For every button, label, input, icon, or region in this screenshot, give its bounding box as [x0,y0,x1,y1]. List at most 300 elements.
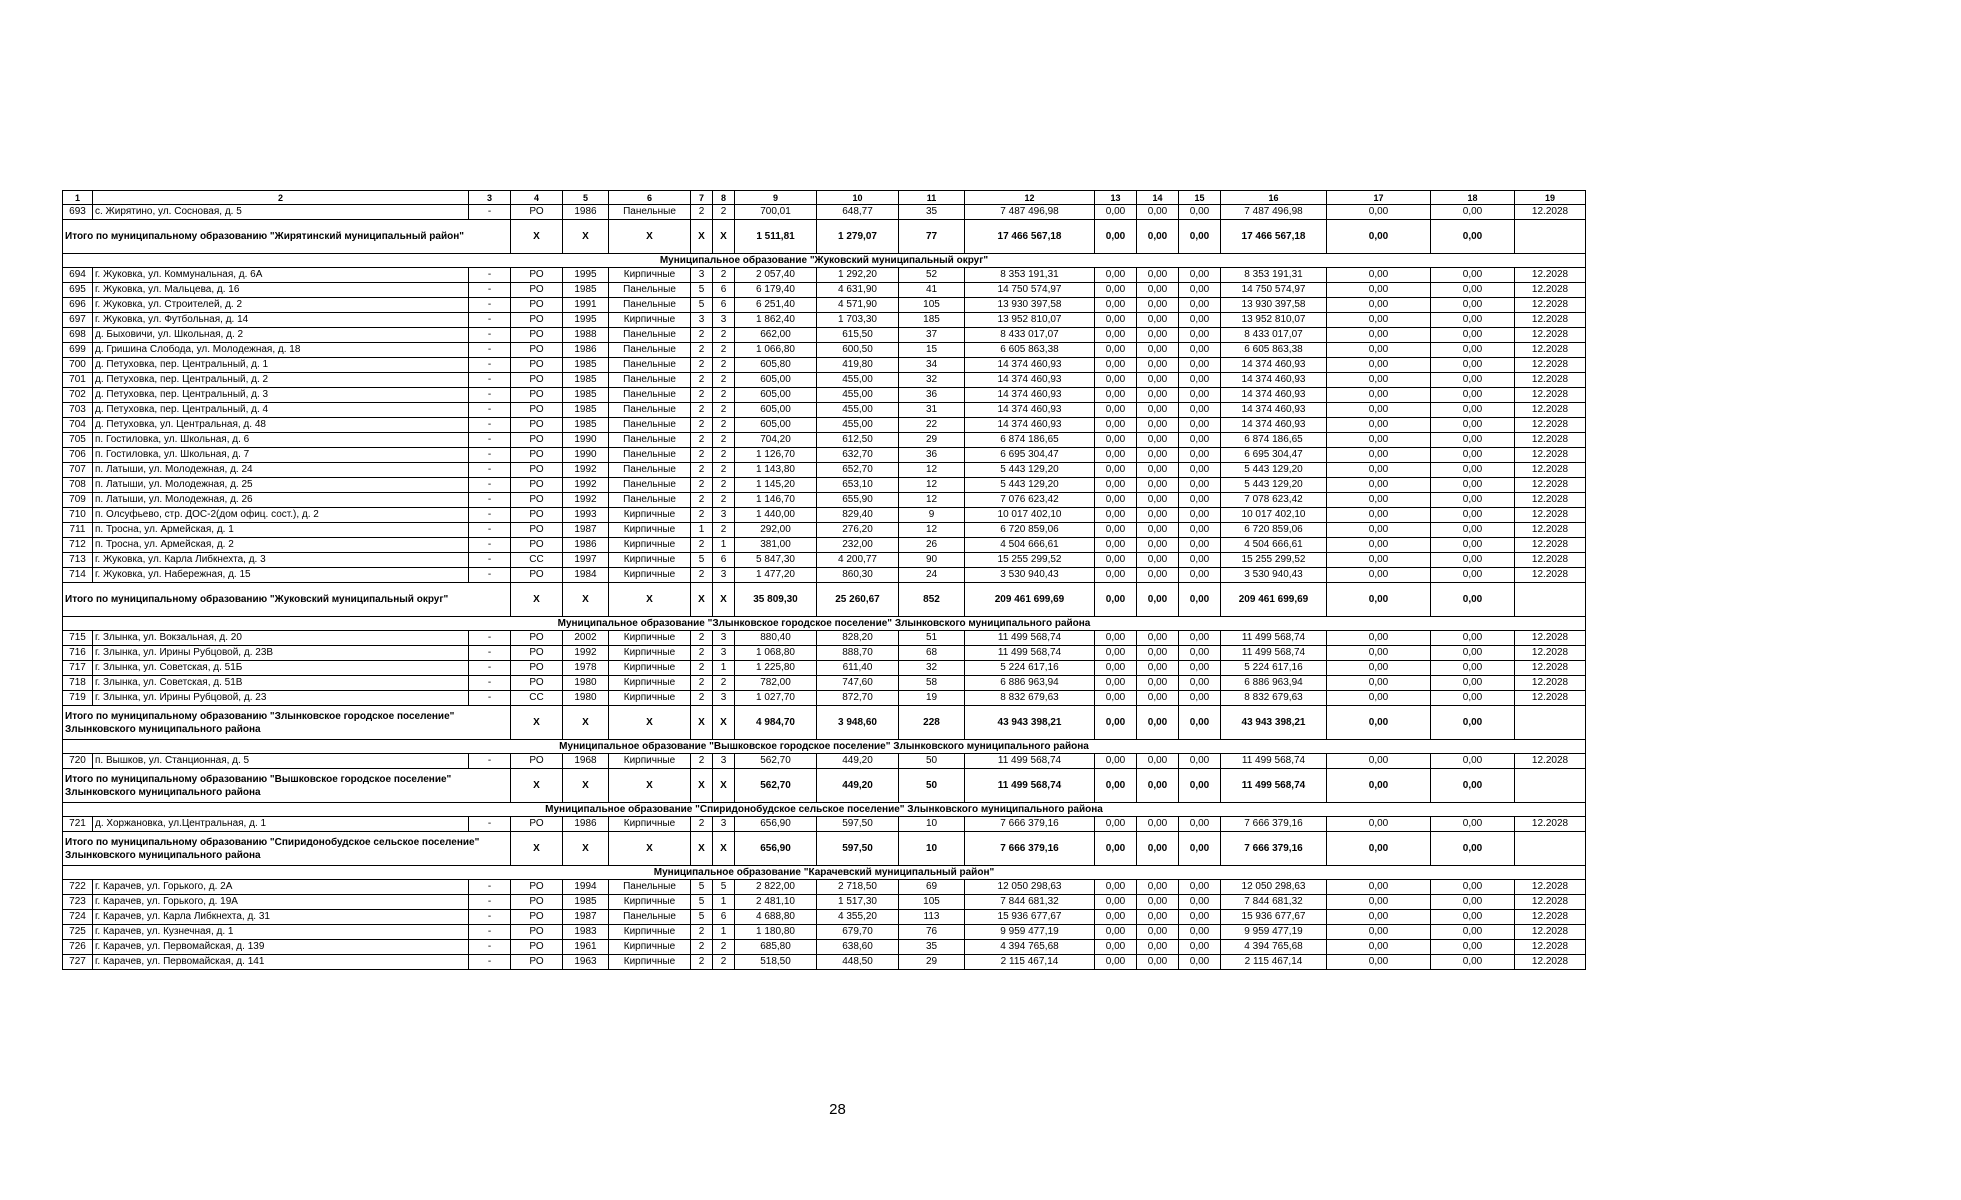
total-cell: 3 948,60 [817,706,899,740]
table-cell: 1961 [563,940,609,955]
table-cell: 1 [713,538,735,553]
table-cell: 41 [899,283,965,298]
table-cell: 0,00 [1179,661,1221,676]
table-row [63,955,1586,970]
total-cell: 228 [899,706,965,740]
table-cell: 605,00 [735,403,817,418]
total-cell: 0,00 [1137,220,1179,254]
total-cell: 35 809,30 [735,583,817,617]
table-cell: 0,00 [1327,955,1431,970]
table-cell: - [469,418,511,433]
table-cell: 1 [713,925,735,940]
table-cell: 2 [713,328,735,343]
table-cell: 2 718,50 [817,880,899,895]
table-cell: 5 224 617,16 [965,661,1095,676]
table-row [63,817,1586,832]
table-cell: 2 [691,661,713,676]
table-cell: 0,00 [1179,298,1221,313]
table-cell: 2 [713,523,735,538]
section-title: Муниципальное образование "Карачевский муниципальный район" [63,866,1586,880]
table-cell: РО [511,925,563,940]
address-cell: п. Латыши, ул. Молодежная, д. 26 [93,493,469,508]
total-cell: X [609,583,691,617]
table-row [63,313,1586,328]
table-cell: 1994 [563,880,609,895]
column-number: 11 [899,191,965,205]
table-cell: 611,40 [817,661,899,676]
table-cell: 0,00 [1095,955,1137,970]
table-cell: 68 [899,646,965,661]
table-cell: 3 [713,691,735,706]
table-cell: 0,00 [1179,754,1221,769]
total-cell: X [563,583,609,617]
table-cell: 872,70 [817,691,899,706]
table-cell: Кирпичные [609,955,691,970]
address-cell: г. Жуковка, ул. Коммунальная, д. 6А [93,268,469,283]
table-cell: Кирпичные [609,817,691,832]
total-cell: X [563,832,609,866]
table-cell: 5 443 129,20 [965,463,1095,478]
table-cell: 1997 [563,553,609,568]
table-cell: 5 224 617,16 [1221,661,1327,676]
address-cell: г. Карачев, ул. Горького, д. 19А [93,895,469,910]
table-cell: - [469,508,511,523]
column-number: 1 [63,191,93,205]
total-cell: X [691,583,713,617]
table-cell: РО [511,661,563,676]
address-cell: с. Жирятино, ул. Сосновая, д. 5 [93,205,469,220]
table-cell: 455,00 [817,373,899,388]
table-cell: 0,00 [1179,691,1221,706]
row-number-cell: 702 [63,388,93,403]
table-cell: 2 [691,433,713,448]
total-cell: X [563,220,609,254]
table-cell: 0,00 [1327,373,1431,388]
table-cell: - [469,463,511,478]
table-cell: 12.2028 [1515,508,1586,523]
table-cell: 12.2028 [1515,676,1586,691]
table-cell: 1 143,80 [735,463,817,478]
table-cell: 518,50 [735,955,817,970]
address-cell: г. Карачев, ул. Первомайская, д. 139 [93,940,469,955]
table-cell: РО [511,895,563,910]
table-cell: 31 [899,403,965,418]
table-cell: 0,00 [1431,880,1515,895]
row-number-cell: 695 [63,283,93,298]
column-number: 6 [609,191,691,205]
table-cell: 0,00 [1137,493,1179,508]
table-row [63,373,1586,388]
table-cell: 0,00 [1327,418,1431,433]
total-cell: X [691,769,713,803]
table-cell: 860,30 [817,568,899,583]
table-cell: 0,00 [1179,910,1221,925]
table-cell: РО [511,631,563,646]
address-cell: д. Петуховка, пер. Центральный, д. 4 [93,403,469,418]
row-number-cell: 725 [63,925,93,940]
table-cell: 0,00 [1327,691,1431,706]
total-row [63,769,1586,803]
table-cell: 3 [713,631,735,646]
table-cell: 2 [691,358,713,373]
row-number-cell: 713 [63,553,93,568]
table-cell: 0,00 [1095,328,1137,343]
row-number-cell: 711 [63,523,93,538]
table-cell: 5 [691,910,713,925]
table-cell: 597,50 [817,817,899,832]
table-cell: 2 [691,691,713,706]
table-cell: Панельные [609,478,691,493]
table-cell: 8 832 679,63 [1221,691,1327,706]
table-cell: Кирпичные [609,523,691,538]
table-cell: 0,00 [1327,568,1431,583]
table-cell: 0,00 [1137,676,1179,691]
table-cell: 5 443 129,20 [965,478,1095,493]
table-cell: РО [511,205,563,220]
table-cell: 14 750 574,97 [965,283,1095,298]
table-cell: 0,00 [1327,538,1431,553]
address-cell: г. Карачев, ул. Кузнечная, д. 1 [93,925,469,940]
table-cell: Кирпичные [609,553,691,568]
total-cell: 0,00 [1179,220,1221,254]
table-cell: РО [511,313,563,328]
table-cell: 37 [899,328,965,343]
address-cell: п. Гостиловка, ул. Школьная, д. 6 [93,433,469,448]
table-cell: Кирпичные [609,268,691,283]
table-cell: 292,00 [735,523,817,538]
table-cell: - [469,817,511,832]
table-cell: 0,00 [1179,568,1221,583]
table-cell: 2 115 467,14 [1221,955,1327,970]
table-cell: 32 [899,373,965,388]
total-cell: 0,00 [1327,832,1431,866]
table-cell: 15 [899,343,965,358]
table-cell: 2 [713,358,735,373]
column-number: 4 [511,191,563,205]
total-cell: 0,00 [1327,220,1431,254]
total-cell [1515,832,1586,866]
table-cell: 12.2028 [1515,661,1586,676]
table-cell: 1986 [563,343,609,358]
table-cell: 0,00 [1095,880,1137,895]
table-cell: 8 433 017,07 [1221,328,1327,343]
table-cell: 14 374 460,93 [1221,358,1327,373]
table-cell: 655,90 [817,493,899,508]
table-cell: 4 571,90 [817,298,899,313]
row-number-cell: 704 [63,418,93,433]
total-cell: 17 466 567,18 [965,220,1095,254]
table-cell: 0,00 [1137,313,1179,328]
table-cell: 4 631,90 [817,283,899,298]
table-cell: 6 695 304,47 [965,448,1095,463]
table-cell: 0,00 [1095,523,1137,538]
table-cell: 0,00 [1327,895,1431,910]
table-cell: 1 [691,523,713,538]
table-cell: - [469,568,511,583]
table-cell: 24 [899,568,965,583]
table-cell: 449,20 [817,754,899,769]
table-cell: Кирпичные [609,538,691,553]
table-cell: - [469,493,511,508]
total-cell: X [563,706,609,740]
table-cell: 1 068,80 [735,646,817,661]
table-cell: 0,00 [1327,388,1431,403]
table-cell: 2 [691,388,713,403]
table-cell: 0,00 [1095,358,1137,373]
table-cell: 0,00 [1179,328,1221,343]
table-cell: 0,00 [1327,523,1431,538]
table-cell: 12.2028 [1515,283,1586,298]
table-cell: 6 874 186,65 [965,433,1095,448]
total-cell: 0,00 [1431,706,1515,740]
row-number-cell: 700 [63,358,93,373]
section-header-row [63,617,1586,631]
table-cell: - [469,955,511,970]
total-cell: 562,70 [735,769,817,803]
table-cell: 6 720 859,06 [1221,523,1327,538]
table-cell: 0,00 [1431,691,1515,706]
table-cell: 29 [899,955,965,970]
table-cell: 0,00 [1431,205,1515,220]
table-cell: 11 499 568,74 [965,754,1095,769]
table-cell: 0,00 [1327,880,1431,895]
table-cell: 0,00 [1431,298,1515,313]
row-number-cell: 714 [63,568,93,583]
table-cell: 0,00 [1327,328,1431,343]
table-cell: 0,00 [1137,328,1179,343]
table-cell: 2 [691,955,713,970]
table-cell: 0,00 [1431,538,1515,553]
table-cell: 2 [713,403,735,418]
section-header-row [63,866,1586,880]
address-cell: г. Карачев, ул. Карла Либкнехта, д. 31 [93,910,469,925]
table-cell: - [469,433,511,448]
table-cell: 14 374 460,93 [1221,418,1327,433]
table-cell: 0,00 [1095,508,1137,523]
table-cell: 2002 [563,631,609,646]
table-cell: 0,00 [1327,298,1431,313]
table-cell: 656,90 [735,817,817,832]
row-number-cell: 724 [63,910,93,925]
address-cell: г. Жуковка, ул. Футбольная, д. 14 [93,313,469,328]
total-cell: 25 260,67 [817,583,899,617]
table-row [63,328,1586,343]
page-number: 28 [829,1101,846,1118]
table-cell: 1 027,70 [735,691,817,706]
table-cell: Панельные [609,448,691,463]
table-cell: - [469,880,511,895]
table-cell: 888,70 [817,646,899,661]
table-cell: 14 374 460,93 [965,358,1095,373]
table-cell: - [469,313,511,328]
total-cell: 0,00 [1095,832,1137,866]
table-cell: 0,00 [1095,418,1137,433]
table-cell: 12.2028 [1515,298,1586,313]
table-cell: 0,00 [1095,940,1137,955]
table-cell: 0,00 [1095,493,1137,508]
table-cell: 1992 [563,646,609,661]
table-cell: 1985 [563,373,609,388]
table-cell: РО [511,940,563,955]
table-cell: 105 [899,895,965,910]
total-cell: 43 943 398,21 [1221,706,1327,740]
table-cell: РО [511,298,563,313]
table-cell: 14 374 460,93 [965,388,1095,403]
total-cell: X [511,583,563,617]
table-cell: РО [511,373,563,388]
total-cell: X [691,220,713,254]
table-row [63,403,1586,418]
total-cell: 0,00 [1137,769,1179,803]
total-cell: 77 [899,220,965,254]
table-cell: 1985 [563,388,609,403]
table-cell: 0,00 [1137,691,1179,706]
table-cell: 7 666 379,16 [965,817,1095,832]
table-cell: 6 886 963,94 [1221,676,1327,691]
table-cell: 0,00 [1137,925,1179,940]
table-cell: Кирпичные [609,631,691,646]
row-number-cell: 694 [63,268,93,283]
table-cell: 2 [713,493,735,508]
table-cell: 0,00 [1431,478,1515,493]
table-cell: 58 [899,676,965,691]
table-cell: 0,00 [1179,955,1221,970]
table-cell: 0,00 [1095,568,1137,583]
table-cell: РО [511,523,563,538]
table-cell: 0,00 [1179,358,1221,373]
table-cell: 0,00 [1179,388,1221,403]
section-title: Муниципальное образование "Злынковское городское поселение" Злынковского муниципального района [63,617,1586,631]
column-number: 13 [1095,191,1137,205]
table-cell: 0,00 [1431,283,1515,298]
total-cell [1515,583,1586,617]
table-cell: 3 [713,508,735,523]
table-cell: 12.2028 [1515,373,1586,388]
address-cell: г. Карачев, ул. Горького, д. 2А [93,880,469,895]
table-cell: 0,00 [1179,523,1221,538]
total-cell: X [713,832,735,866]
table-cell: 0,00 [1327,493,1431,508]
table-cell: 605,00 [735,373,817,388]
table-cell: 0,00 [1095,661,1137,676]
table-cell: 6 179,40 [735,283,817,298]
table-cell: 828,20 [817,631,899,646]
table-cell: 4 394 765,68 [965,940,1095,955]
table-cell: 0,00 [1431,631,1515,646]
table-cell: 3 [713,568,735,583]
table-cell: 0,00 [1431,910,1515,925]
table-cell: 0,00 [1179,418,1221,433]
table-cell: 0,00 [1137,895,1179,910]
table-cell: 1985 [563,403,609,418]
table-cell: - [469,358,511,373]
table-cell: РО [511,358,563,373]
table-cell: Кирпичные [609,691,691,706]
table-cell: 0,00 [1095,433,1137,448]
table-row [63,925,1586,940]
table-cell: 185 [899,313,965,328]
table-row [63,343,1586,358]
table-cell: 6 695 304,47 [1221,448,1327,463]
table-cell: - [469,754,511,769]
table-cell: - [469,478,511,493]
column-number: 3 [469,191,511,205]
table-cell: 0,00 [1431,568,1515,583]
row-number-cell: 697 [63,313,93,328]
table-cell: Кирпичные [609,568,691,583]
table-cell: 0,00 [1179,283,1221,298]
total-cell: 0,00 [1179,706,1221,740]
table-cell: 0,00 [1327,553,1431,568]
table-cell: 1 [713,895,735,910]
table-cell: 5 443 129,20 [1221,463,1327,478]
table-row [63,754,1586,769]
table-cell: 2 [713,448,735,463]
table-cell: 1990 [563,433,609,448]
table-cell: 6 [713,298,735,313]
table-cell: 14 374 460,93 [1221,403,1327,418]
total-cell: 0,00 [1431,220,1515,254]
column-number: 10 [817,191,899,205]
table-cell: 1980 [563,676,609,691]
table-cell: - [469,631,511,646]
table-cell: 700,01 [735,205,817,220]
table-cell: 0,00 [1095,283,1137,298]
table-cell: - [469,910,511,925]
table-cell: 1983 [563,925,609,940]
table-cell: 0,00 [1431,676,1515,691]
table-cell: 0,00 [1327,631,1431,646]
table-cell: 1990 [563,448,609,463]
table-cell: 8 353 191,31 [965,268,1095,283]
table-row [63,880,1586,895]
section-header-row [63,740,1586,754]
table-cell: 0,00 [1327,661,1431,676]
section-title: Муниципальное образование "Вышковское городское поселение" Злынковского муниципального района [63,740,1586,754]
table-cell: 615,50 [817,328,899,343]
table-cell: 1 477,20 [735,568,817,583]
table-cell: 26 [899,538,965,553]
table-cell: 381,00 [735,538,817,553]
table-cell: 2 [713,955,735,970]
table-cell: 0,00 [1431,418,1515,433]
table-cell: 4 504 666,61 [965,538,1095,553]
table-cell: 0,00 [1137,205,1179,220]
table-cell: 0,00 [1095,925,1137,940]
table-cell: 0,00 [1137,433,1179,448]
total-cell: X [511,220,563,254]
table-cell: 0,00 [1095,910,1137,925]
table-cell: 12.2028 [1515,343,1586,358]
row-number-cell: 709 [63,493,93,508]
table-cell: 1978 [563,661,609,676]
table-cell: 2 [691,493,713,508]
table-cell: 2 [691,205,713,220]
table-cell: 605,00 [735,388,817,403]
address-cell: д. Петуховка, пер. Центральный, д. 2 [93,373,469,388]
table-cell: Кирпичные [609,940,691,955]
table-cell: 6 720 859,06 [965,523,1095,538]
table-cell: 2 [691,418,713,433]
table-cell: Панельные [609,433,691,448]
table-cell: 14 374 460,93 [965,418,1095,433]
table-cell: 1985 [563,895,609,910]
table-cell: 36 [899,448,965,463]
table-cell: 2 [713,205,735,220]
total-cell [1515,220,1586,254]
table-cell: РО [511,754,563,769]
table-cell: 0,00 [1179,448,1221,463]
